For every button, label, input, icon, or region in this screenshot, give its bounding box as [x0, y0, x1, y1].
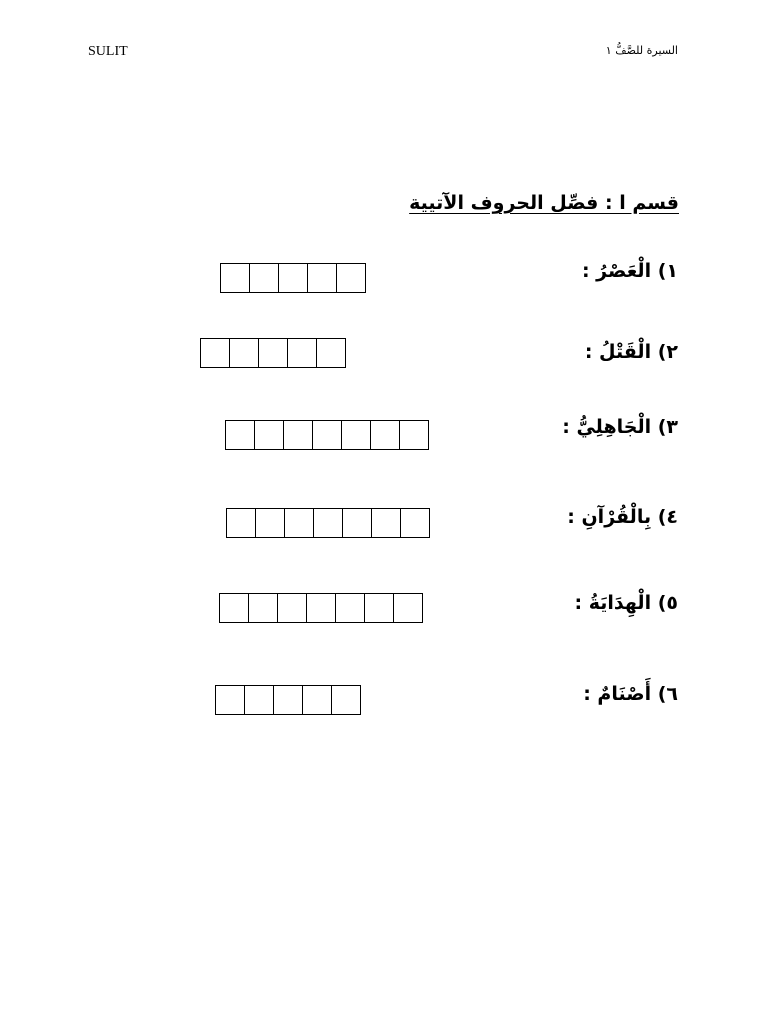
- question-6-label: ٦) أَصْنَامٌ :: [583, 683, 678, 705]
- letter-box[interactable]: [371, 508, 401, 538]
- letter-box[interactable]: [341, 420, 371, 450]
- question-3-label: ٣) الْجَاهِلِيُّ :: [562, 416, 678, 438]
- letter-box[interactable]: [226, 508, 256, 538]
- letter-box[interactable]: [273, 685, 303, 715]
- question-4-label: ٤) بِالْقُرْآنِ :: [567, 506, 678, 528]
- letter-box[interactable]: [336, 263, 366, 293]
- letter-box[interactable]: [306, 593, 336, 623]
- letter-box[interactable]: [316, 338, 346, 368]
- letter-box[interactable]: [307, 263, 337, 293]
- question-2-boxes: [200, 338, 346, 368]
- letter-box[interactable]: [215, 685, 245, 715]
- question-6-boxes: [215, 685, 361, 715]
- question-1-boxes: [220, 263, 366, 293]
- question-5-boxes: [219, 593, 423, 623]
- letter-box[interactable]: [277, 593, 307, 623]
- letter-box[interactable]: [312, 420, 342, 450]
- letter-box[interactable]: [393, 593, 423, 623]
- letter-box[interactable]: [255, 508, 285, 538]
- letter-box[interactable]: [278, 263, 308, 293]
- letter-box[interactable]: [331, 685, 361, 715]
- letter-box[interactable]: [248, 593, 278, 623]
- question-2-label: ٢) الْقَتْلُ :: [584, 341, 678, 363]
- letter-box[interactable]: [400, 508, 430, 538]
- letter-box[interactable]: [284, 508, 314, 538]
- letter-box[interactable]: [302, 685, 332, 715]
- letter-box[interactable]: [258, 338, 288, 368]
- letter-box[interactable]: [313, 508, 343, 538]
- letter-box[interactable]: [249, 263, 279, 293]
- letter-box[interactable]: [220, 263, 250, 293]
- letter-box[interactable]: [244, 685, 274, 715]
- question-3-boxes: [225, 420, 429, 450]
- letter-box[interactable]: [370, 420, 400, 450]
- header-sulit: SULIT: [88, 44, 128, 59]
- header-subject: السيرة للصَّفُّ ١: [605, 44, 678, 57]
- letter-box[interactable]: [225, 420, 255, 450]
- letter-box[interactable]: [364, 593, 394, 623]
- letter-box[interactable]: [219, 593, 249, 623]
- question-5-label: ٥) الْهِدَايَةُ :: [574, 592, 678, 614]
- letter-box[interactable]: [200, 338, 230, 368]
- question-1-label: ١) الْعَصْرُ :: [581, 260, 678, 282]
- letter-box[interactable]: [399, 420, 429, 450]
- letter-box[interactable]: [254, 420, 284, 450]
- letter-box[interactable]: [287, 338, 317, 368]
- section-title: قسم ا : فصِّل الحروف الآتيية: [409, 192, 679, 214]
- question-4-boxes: [226, 508, 430, 538]
- letter-box[interactable]: [342, 508, 372, 538]
- letter-box[interactable]: [335, 593, 365, 623]
- letter-box[interactable]: [229, 338, 259, 368]
- letter-box[interactable]: [283, 420, 313, 450]
